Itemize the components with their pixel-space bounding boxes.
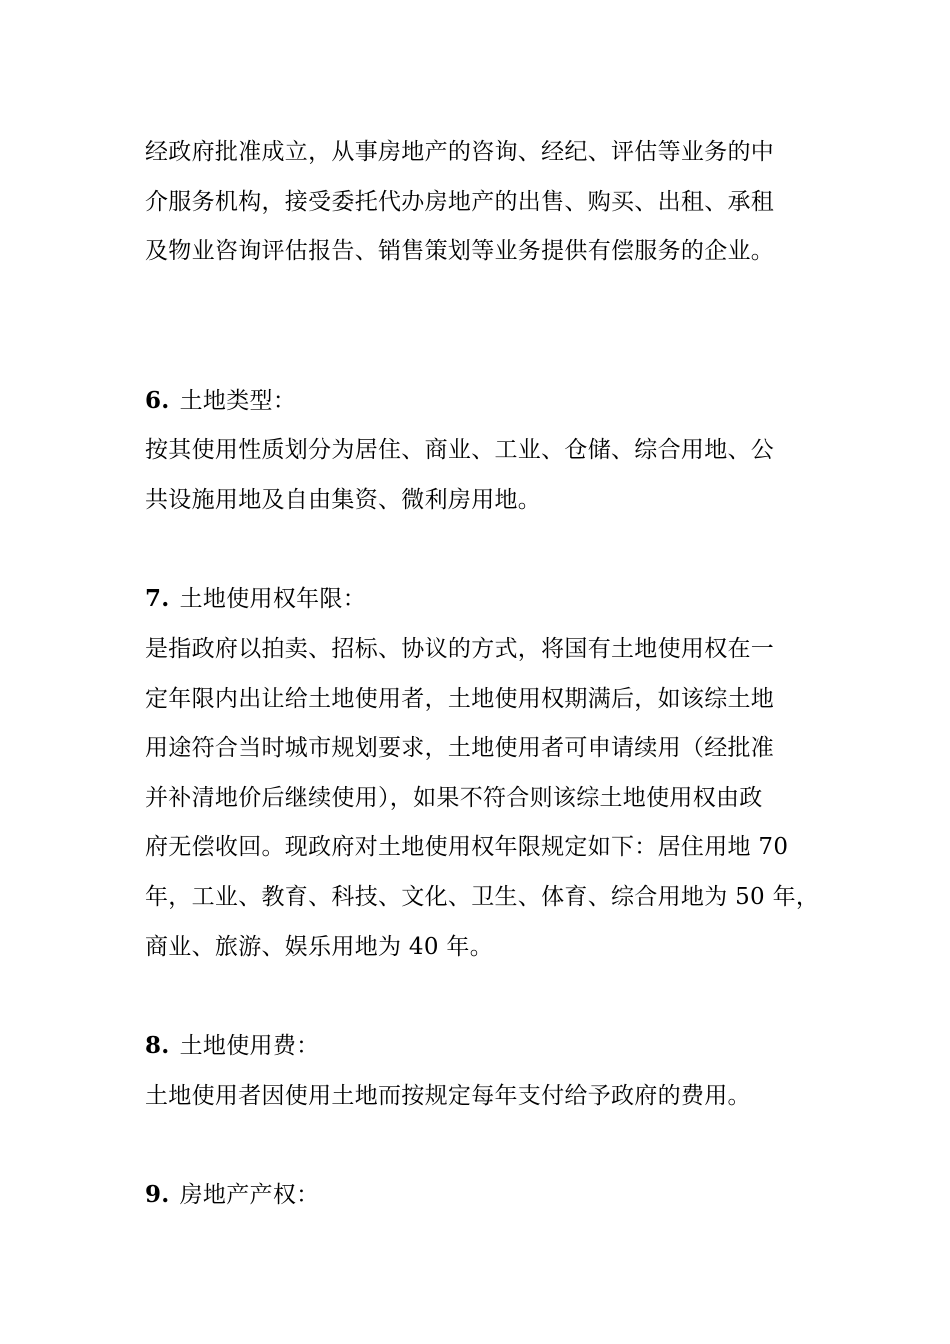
section-7-line-5: 府无偿收回。现政府对土地使用权年限规定如下：居住用地 70 — [145, 834, 789, 860]
intro-line-2: 介服务机构，接受委托代办房地产的出售、购买、出租、承租 — [145, 189, 775, 215]
intro-line-3: 及物业咨询评估报告、销售策划等业务提供有偿服务的企业。 — [145, 238, 775, 264]
section-6-line-2: 共设施用地及自由集资、微利房用地。 — [145, 487, 542, 513]
section-7-line-1: 是指政府以拍卖、招标、协议的方式，将国有土地使用权在一 — [145, 636, 775, 662]
section-8-title: 土地使用费： — [179, 1033, 320, 1059]
section-7-title: 土地使用权年限： — [179, 586, 367, 612]
section-6-line-1: 按其使用性质划分为居住、商业、工业、仓储、综合用地、公 — [145, 437, 775, 463]
section-7-line-4: 并补清地价后继续使用），如果不符合则该综土地使用权由政 — [145, 785, 763, 811]
section-7-line-6: 年，工业、教育、科技、文化、卫生、体育、综合用地为 50 年， — [145, 884, 820, 910]
section-7-line-3: 用途符合当时城市规划要求，土地使用者可申请续用（经批准 — [145, 735, 775, 761]
section-7-line-7: 商业、旅游、娱乐用地为 40 年。 — [145, 934, 493, 960]
section-6-number: 6. — [145, 387, 170, 414]
intro-line-1: 经政府批准成立，从事房地产的咨询、经纪、评估等业务的中 — [145, 139, 775, 165]
section-9-heading — [145, 1180, 835, 1210]
section-7-line-2: 定年限内出让给土地使用者，土地使用权期满后，如该综土地 — [145, 686, 775, 712]
section-8-number: 8. — [145, 1032, 170, 1059]
section-6-title: 土地类型： — [179, 388, 297, 414]
section-9-number: 9. — [145, 1181, 170, 1208]
section-7-heading — [145, 584, 835, 614]
section-6-heading — [145, 386, 835, 416]
section-9-title: 房地产产权： — [179, 1182, 320, 1208]
section-7-number: 7. — [145, 585, 170, 612]
section-8-heading — [145, 1031, 835, 1061]
section-8-line-1: 土地使用者因使用土地而按规定每年支付给予政府的费用。 — [145, 1083, 751, 1109]
